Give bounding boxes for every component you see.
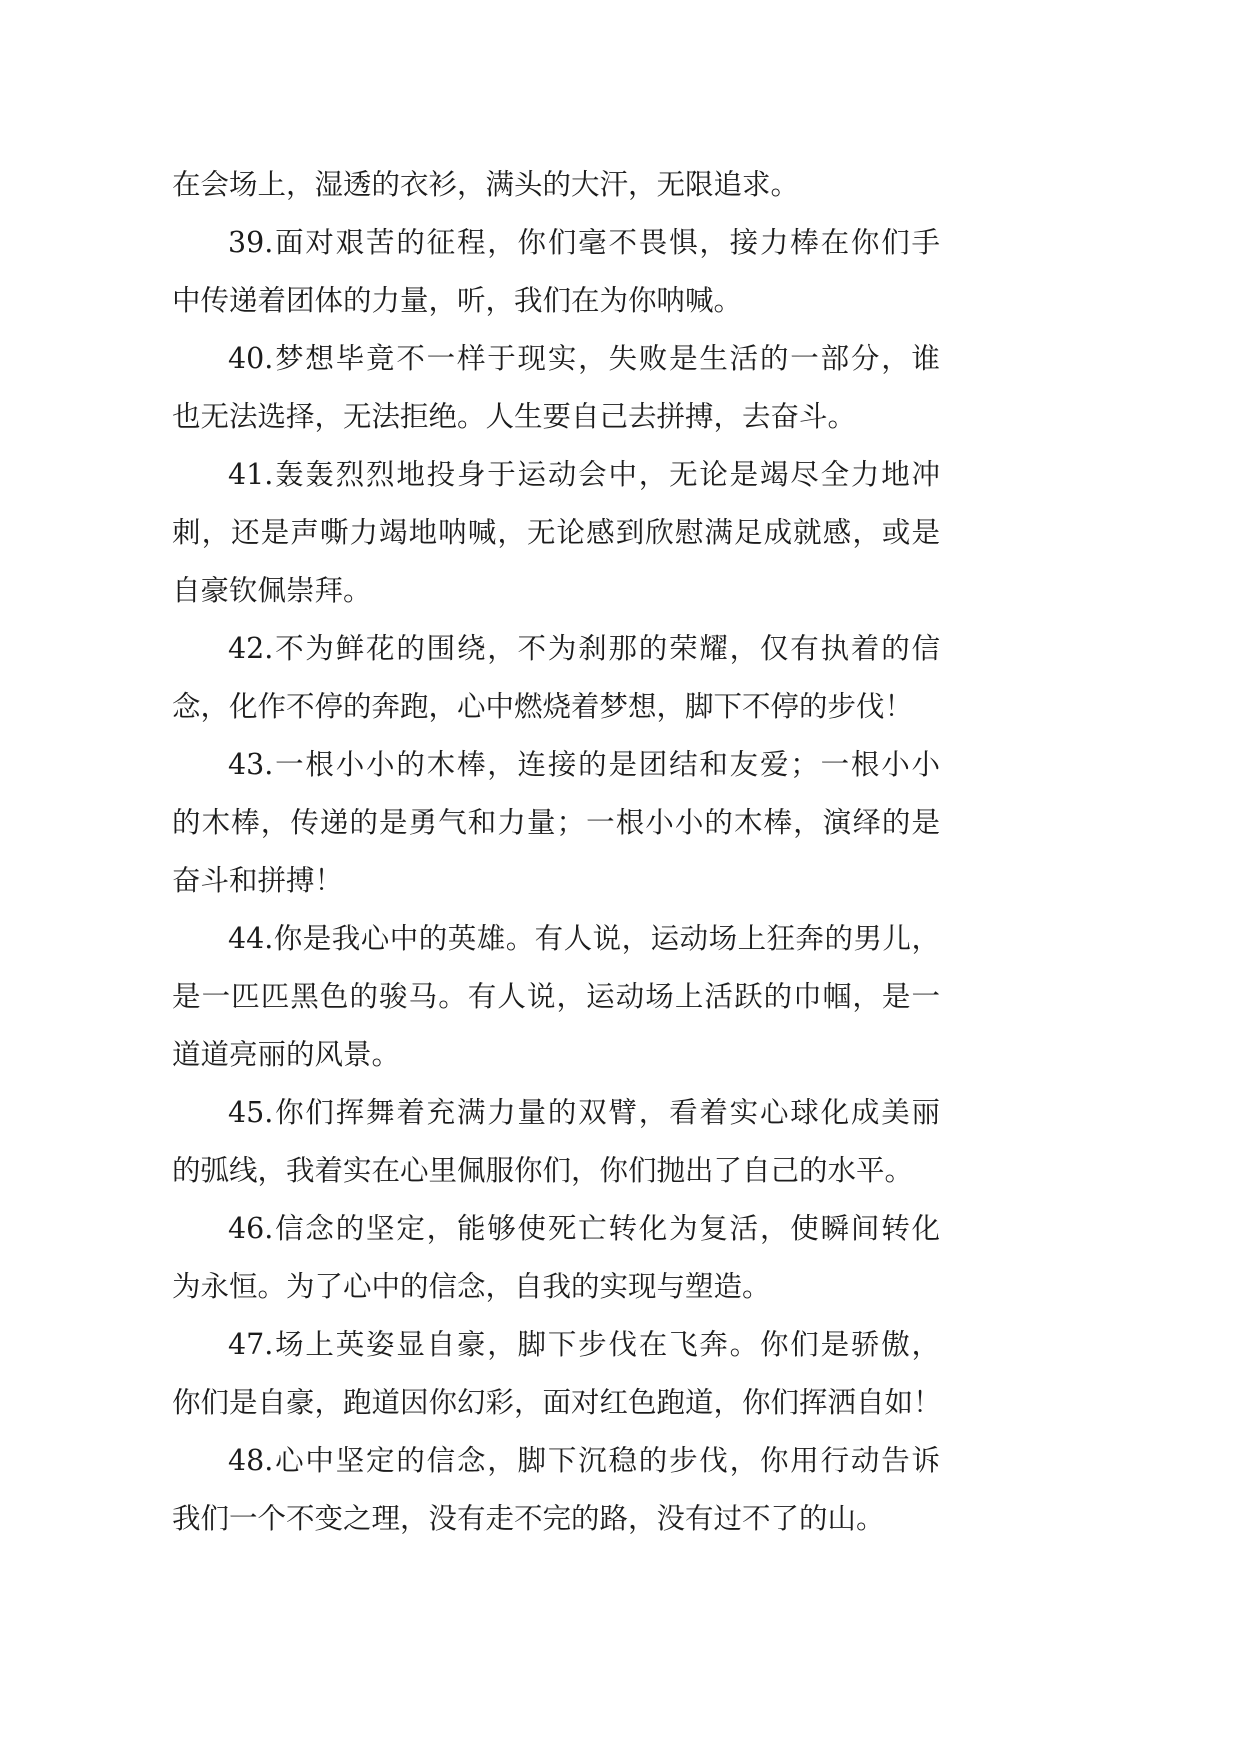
paragraph-item-48 — [172, 1432, 940, 1548]
text-line: 道道亮丽的风景。 — [172, 1038, 401, 1071]
text-line: 39.面对艰苦的征程，你们毫不畏惧，接力棒在你们手 — [228, 226, 940, 259]
paragraph-item-40 — [172, 330, 940, 446]
text-line: 44.你是我心中的英雄。有人说，运动场上狂奔的男儿， — [228, 922, 940, 955]
text-line: 40.梦想毕竟不一样于现实，失败是生活的一部分，谁 — [228, 342, 940, 375]
text-line: 自豪钦佩崇拜。 — [172, 574, 372, 607]
paragraph-item-43 — [172, 736, 940, 910]
text-line: 41.轰轰烈烈地投身于运动会中，无论是竭尽全力地冲 — [228, 458, 940, 491]
paragraph-continued — [172, 156, 940, 214]
paragraph-item-44 — [172, 910, 940, 1084]
text-line: 中传递着团体的力量，听，我们在为你呐喊。 — [172, 284, 743, 317]
text-line: 刺，还是声嘶力竭地呐喊，无论感到欣慰满足成就感，或是 — [172, 516, 940, 549]
document-body — [172, 156, 940, 1548]
paragraph-item-46 — [172, 1200, 940, 1316]
text-line: 你们是自豪，跑道因你幻彩，面对红色跑道，你们挥洒自如！ — [172, 1386, 942, 1419]
text-line: 也无法选择，无法拒绝。人生要自己去拼搏，去奋斗。 — [172, 400, 857, 433]
paragraph-item-45 — [172, 1084, 940, 1200]
text-line: 43.一根小小的木棒，连接的是团结和友爱；一根小小 — [228, 748, 940, 781]
paragraph-item-41 — [172, 446, 940, 620]
text-line: 念，化作不停的奔跑，心中燃烧着梦想，脚下不停的步伐！ — [172, 690, 914, 723]
text-line: 48.心中坚定的信念，脚下沉稳的步伐，你用行动告诉 — [228, 1444, 940, 1477]
text-line: 45.你们挥舞着充满力量的双臂，看着实心球化成美丽 — [228, 1096, 940, 1129]
paragraph-item-39 — [172, 214, 940, 330]
text-line: 在会场上，湿透的衣衫，满头的大汗，无限追求。 — [172, 168, 800, 201]
text-line: 的木棒，传递的是勇气和力量；一根小小的木棒，演绎的是 — [172, 806, 940, 839]
text-line: 的弧线，我着实在心里佩服你们，你们抛出了自己的水平。 — [172, 1154, 914, 1187]
text-line: 奋斗和拼搏！ — [172, 864, 344, 897]
text-line: 是一匹匹黑色的骏马。有人说，运动场上活跃的巾帼，是一 — [172, 980, 940, 1013]
text-line: 47.场上英姿显自豪，脚下步伐在飞奔。你们是骄傲， — [228, 1328, 940, 1361]
text-line: 我们一个不变之理，没有走不完的路，没有过不了的山。 — [172, 1502, 885, 1535]
text-line: 46.信念的坚定，能够使死亡转化为复活，使瞬间转化 — [228, 1212, 940, 1245]
paragraph-item-42 — [172, 620, 940, 736]
text-line: 42.不为鲜花的围绕，不为刹那的荣耀，仅有执着的信 — [228, 632, 940, 665]
text-line: 为永恒。为了心中的信念，自我的实现与塑造。 — [172, 1270, 771, 1303]
paragraph-item-47 — [172, 1316, 940, 1432]
